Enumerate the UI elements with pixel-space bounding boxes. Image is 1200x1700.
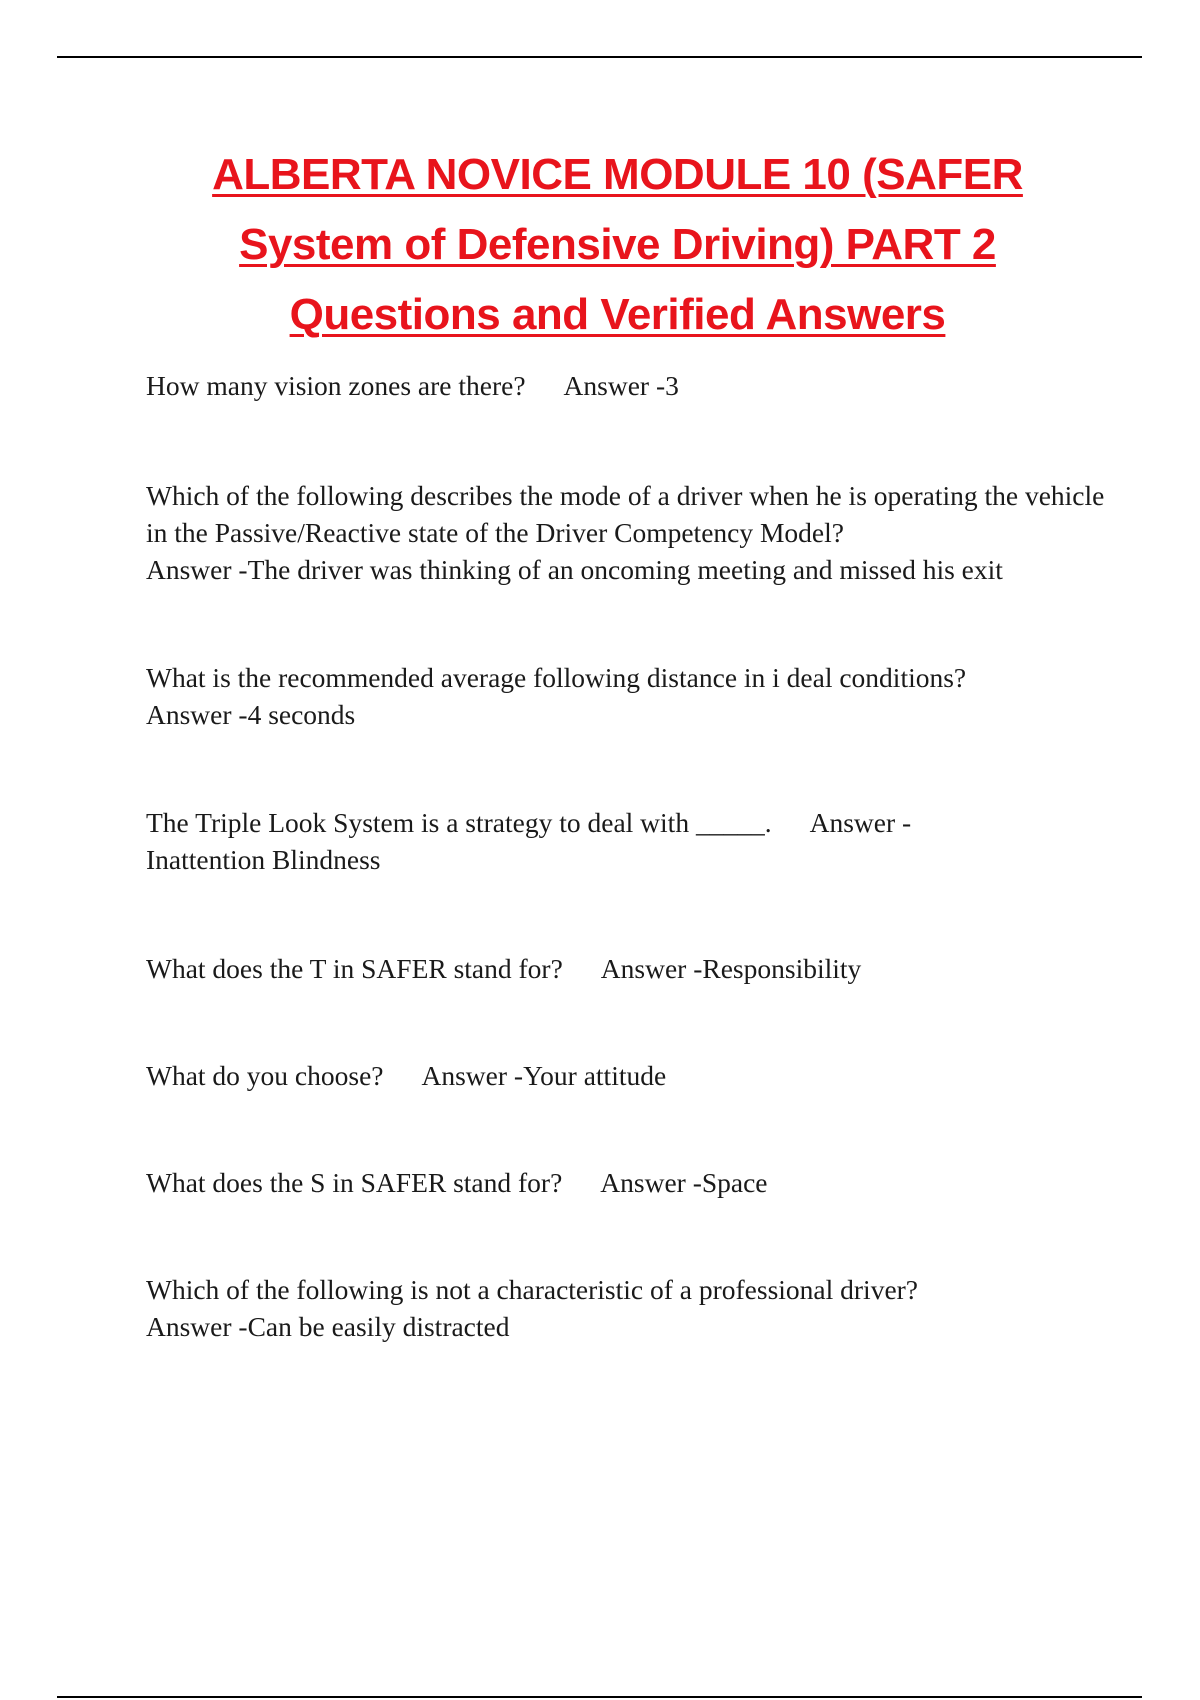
question-text: What is the recommended average following distance in i deal conditions? [146, 662, 967, 693]
title-line-2: System of Defensive Driving) PART 2 [239, 220, 996, 269]
answer-text: Answer - Inattention Blindness [146, 807, 919, 875]
qa-item-2 [146, 477, 1112, 588]
title-line-1: ALBERTA NOVICE MODULE 10 (SAFER [212, 150, 1023, 199]
qa-item-6 [146, 1057, 1106, 1094]
question-text: Which of the following is not a characteristic of a professional driver? [146, 1274, 919, 1305]
bottom-rule [57, 1696, 1142, 1698]
qa-item-3 [146, 659, 1106, 733]
question-text: The Triple Look System is a strategy to deal with _____. [146, 807, 772, 838]
top-rule [57, 56, 1142, 58]
qa-item-5 [146, 950, 1106, 987]
qa-item-1 [146, 367, 1106, 404]
answer-text: Answer -Can be easily distracted [146, 1311, 510, 1342]
document-title [150, 140, 1085, 350]
answer-text: Answer -Space [600, 1167, 768, 1198]
answer-text: Answer -3 [563, 370, 679, 401]
answer-text: Answer -Responsibility [600, 953, 862, 984]
question-text: What does the T in SAFER stand for? [146, 953, 563, 984]
title-line-3: Questions and Verified Answers [289, 290, 946, 339]
answer-text: Answer -Your attitude [421, 1060, 667, 1091]
qa-item-4 [146, 804, 1006, 878]
question-text: What do you choose? [146, 1060, 384, 1091]
qa-item-8 [146, 1271, 1106, 1345]
question-text: What does the S in SAFER stand for? [146, 1167, 563, 1198]
question-text: How many vision zones are there? [146, 370, 526, 401]
question-text: Which of the following describes the mode of a driver when he is operating the vehicle in the Passive/Reactive state of the Driver Competency Model? [146, 480, 1112, 548]
qa-item-7 [146, 1164, 1106, 1201]
answer-text: Answer -The driver was thinking of an oncoming meeting and missed his exit [146, 554, 1003, 585]
answer-text: Answer -4 seconds [146, 699, 356, 730]
